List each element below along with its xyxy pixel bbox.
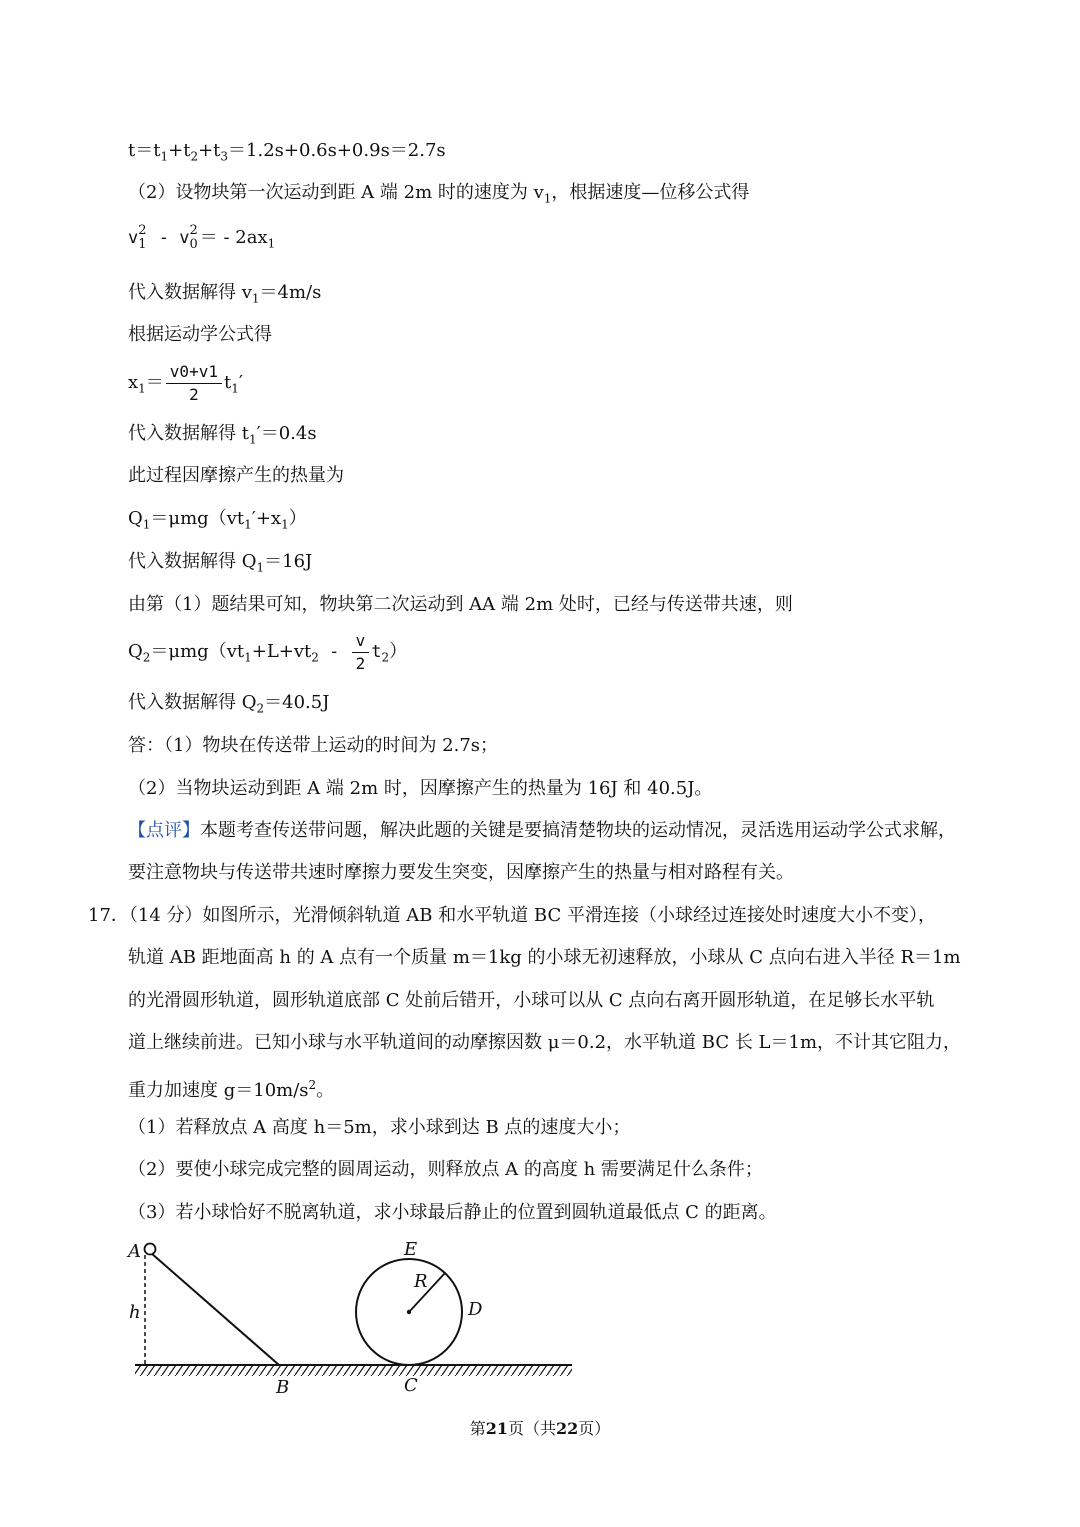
solution-total-time: $t=t_1+t_2+t_3=1.2s+0.6s+0.9s=2.7s$: [128, 140, 446, 164]
label-h: h: [129, 1302, 141, 1323]
fraction: $\frac{v0+v1}{2}$: [166, 361, 222, 406]
question-17-line-1: 17．（14 分）如图所示，光滑倾斜轨道 AB 和水平轨道 BC 平滑连接（小球经过连接处时速度大小不变），: [88, 905, 936, 926]
velocity-displacement-formula: v 2 1 - v 2 0 ＝ - $2ax_1$: [128, 223, 276, 252]
solution-q2: 代入数据解得 $Q_2=40.5J$: [128, 692, 330, 716]
label-C: C: [404, 1375, 418, 1396]
solution-kinematics-intro: 根据运动学公式得: [128, 324, 272, 345]
ground-hatch: [135, 1366, 572, 1376]
question-17-line-2: 轨道 AB 距地面高 h 的 A 点有一个质量 m＝1kg 的小球无初速释放，小球从 C 点向右进入半径 R＝1m: [128, 947, 961, 968]
comment-tag: 【点评】: [128, 820, 200, 841]
question-17-part-3: （3）若小球恰好不脱离轨道，求小球最后静止的位置到圆轨道最低点 C 的距离。: [128, 1202, 777, 1223]
fraction: $\frac{v}{2}$: [352, 630, 370, 675]
comment-line-2: 要注意物块与传送带共速时摩擦力要发生突变，因摩擦产生的热量与相对路程有关。: [128, 862, 794, 883]
track-diagram: [120, 1235, 590, 1405]
solution-second-motion: 由第（1）题结果可知，物块第二次运动到 AA 端 2m 处时，已经与传送带共速，则: [128, 594, 793, 615]
solution-q1: 代入数据解得 $Q_1=16J$: [128, 551, 313, 575]
heat-formula-q1: $Q_1=\mu mg(vt_1'+x_1)$: [128, 508, 307, 532]
question-17-part-2: （2）要使小球完成完整的圆周运动，则释放点 A 的高度 h 需要满足什么条件；: [128, 1159, 763, 1180]
question-17-line-3: 的光滑圆形轨道，圆形轨道底部 C 处前后错开，小球可以从 C 点向右离开圆形轨道，在足够长水平轨: [128, 990, 935, 1011]
incline-track: [151, 1253, 279, 1365]
center-dot: [407, 1310, 411, 1314]
label-E: E: [404, 1239, 418, 1260]
answer-line-1: 答：（1）物块在传送带上运动的时间为 2.7s；: [128, 735, 499, 756]
label-A: A: [128, 1241, 141, 1262]
answer-line-2: （2）当物块运动到距 A 端 2m 时，因摩擦产生的热量为 16J 和 40.5J。: [128, 778, 713, 799]
label-R: R: [414, 1271, 428, 1292]
label-D: D: [468, 1299, 483, 1320]
displacement-formula: $x_1=$ $\frac{v0+v1}{2}$ $t_1'$: [128, 361, 243, 404]
question-17-line-5: 重力加速度 $g=10m/s^2$。: [128, 1078, 335, 1101]
label-B: B: [276, 1377, 290, 1398]
question-17-line-4: 道上继续前进。已知小球与水平轨道间的动摩擦因数 μ＝0.2，水平轨道 BC 长 L＝1m，不计其它阻力，: [128, 1032, 962, 1053]
heat-formula-q2: $Q_2=\mu mg(vt_1+L+vt_2$ - $\frac{v}{2}$ $t_2$）: [128, 630, 408, 673]
page-footer: 第21页（共22页）: [469, 1419, 611, 1438]
solution-t1prime: 代入数据解得 $t_1'=0.4s$: [128, 423, 317, 447]
comment-line-1: 【点评】本题考查传送带问题，解决此题的关键是要搞清楚物块的运动情况，灵活选用运动学公式求解，: [128, 820, 956, 841]
ball: [145, 1244, 156, 1255]
solution-part2-intro: （2）设物块第一次运动到距 A 端 2m 时的速度为 $v_1$，根据速度—位移公式得: [128, 182, 750, 206]
solution-heat-intro: 此过程因摩擦产生的热量为: [128, 465, 344, 486]
solution-v1: 代入数据解得 $v_1=4m/s$: [128, 282, 322, 306]
question-17-part-1: （1）若释放点 A 高度 h＝5m，求小球到达 B 点的速度大小；: [128, 1117, 631, 1138]
